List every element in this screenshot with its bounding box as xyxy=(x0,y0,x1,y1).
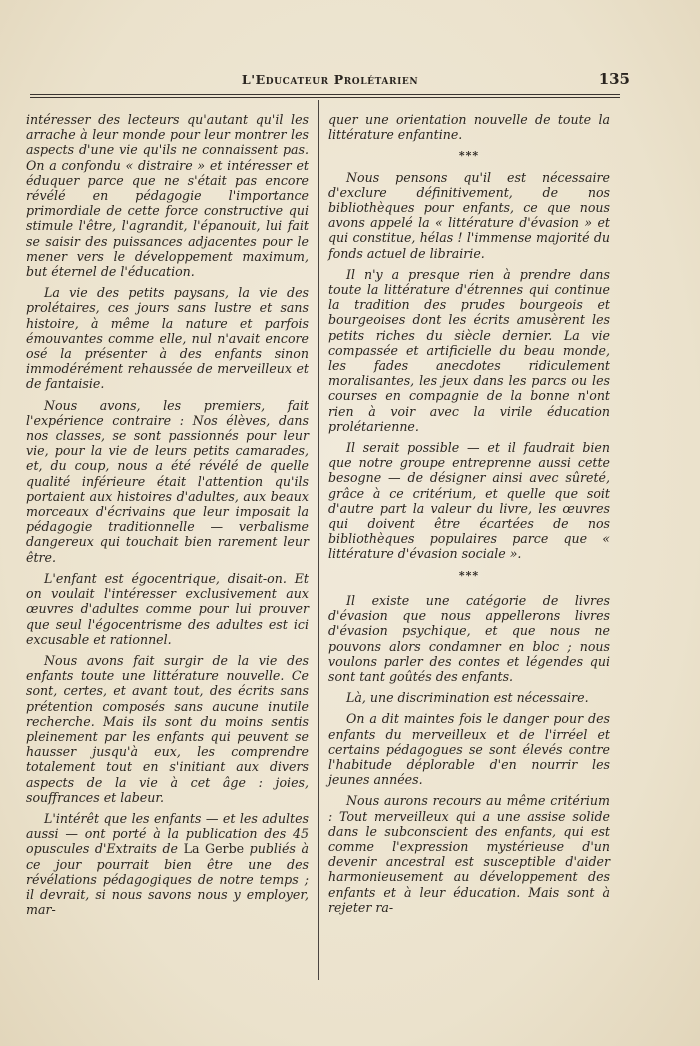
paragraph xyxy=(26,811,309,917)
header-rule-thin xyxy=(30,97,620,98)
paragraph: Nous avons, les premiers, fait l'expérience contraire : Nos élèves, dans nos classes, se sont passionnés pour leur vie, pour la vie de leurs petits camarades, et, du coup, nous a été révélé de quelle qualité inférieure était l'attention qu'ils portaient aux histoires d'adultes, aux beaux morceaux d'écrivains que leur imposait la pédagogie traditionnelle — verbalisme dangereux qui touchait bien rarement leur être. xyxy=(26,397,309,565)
paragraph: L'enfant est égocentrique, disait-on. Et on voulait l'intéresser exclusivement aux œuvres d'adultes comme pour lui prouver que seul l'égocentrisme des adultes est ici excusable et rationnel. xyxy=(26,570,309,647)
paragraph: Là, une discrimination est nécessaire. xyxy=(346,690,589,706)
paragraph-text: publiés à ce jour pourrait bien être une des révélations pédagogiques de notre temps ; il devrait, si nous savons nous y employer, mar- xyxy=(26,841,309,918)
right-column xyxy=(328,112,610,921)
paragraph: Il existe une catégorie de livres d'évasion que nous appellerons livres d'évasion psychique, et que nous ne pouvons alors condamner en bloc ; nous voulons parler des contes et légendes qui sont tant goûtés des enfants. xyxy=(328,592,610,684)
section-separator: *** xyxy=(458,568,480,582)
running-title: L'Educateur Prolétarien xyxy=(241,72,419,87)
book-title: La Gerbe xyxy=(183,841,245,857)
header-rule xyxy=(30,94,620,95)
paragraph: Nous avons fait surgir de la vie des enfants toute une littérature nouvelle. Ce sont, certes, et avant tout, des écrits sans prétention composés sans aucune inutile recherche. Mais ils sont du moins sentis pleinement par les enfants qui peuvent se hausser jusqu'à eux, les comprendre totalement tout en s'initiant aux divers aspects de la vie à cet âge : joies, souffrances et labeur. xyxy=(26,652,309,805)
paragraph: Nous pensons qu'il est nécessaire d'exclure définitivement, de nos bibliothèques pour enfants, ce que nous avons appelé la « littérature d'évasion » et qui constitue, hélas ! l'immense majorité du fonds actuel de librairie. xyxy=(328,169,610,261)
paragraph: intéresser des lecteurs qu'autant qu'il les arrache à leur monde pour leur montrer les aspects d'une vie qu'ils ne connaissent pas. On a confondu « distraire » et intéresser et éduquer parce que ne s'était pas encore révélé en pédagogie l'importance primordiale de cette force constructive qui stimule l'être, l'agrandit, l'épanouit, lui fait se saisir des puissances adjacentes pour le mener vers le développement maximum, but éternel de l'éducation. xyxy=(26,112,309,280)
section-separator: *** xyxy=(458,149,480,163)
left-column xyxy=(26,112,309,923)
paragraph: Il n'y a presque rien à prendre dans toute la littérature d'étrennes qui continue la tradition des prudes bourgeois et bourgeoises dont les écrits amusèrent les petits riches du siècle dernier. La vie compassée et artificielle du beau monde, les fades anecdotes ridiculement moralisantes, les jeux dans les parcs ou les courses en compagnie de la bonne n'ont rien à voir avec la virile éducation prolétarienne. xyxy=(328,266,610,434)
paragraph: Il serait possible — et il faudrait bien que notre groupe entreprenne aussi cette besogne — de désigner ainsi avec sûreté, grâce à ce critérium, et quelle que soit d'autre part la valeur du livre, les œuvres qui doivent être écartées de nos bibliothèques populaires parce que « littérature d'évasion sociale ». xyxy=(328,440,610,562)
page-header xyxy=(30,70,630,92)
paragraph-text: L'intérêt que les enfants — et les adultes aussi — ont porté à la publication des 45 opuscules d'Extraits de xyxy=(26,810,309,857)
page-number: 135 xyxy=(598,70,630,88)
paragraph: La vie des petits paysans, la vie des prolétaires, ces jours sans lustre et sans histoire, à même la nature et parfois émouvantes comme elle, nul n'avait encore osé la présenter à des enfants sinon immodérément rehaussée de merveilleux et de fantaisie. xyxy=(26,285,309,392)
column-divider xyxy=(318,100,319,980)
paragraph: On a dit maintes fois le danger pour des enfants du merveilleux et de l'irréel et certains pédagogues se sont élevés contre l'habitude déplorable d'en nourrir les jeunes années. xyxy=(328,711,610,788)
paragraph: Nous aurons recours au même critérium : Tout merveilleux qui a une assise solide dans le subconscient des enfants, qui est comme l'expression mystérieuse d'un devenir ancestral est susceptible d'aider harmonieusement au développement des enfants et à leur éducation. Mais sont à rejeter ra- xyxy=(328,793,610,915)
paragraph: quer une orientation nouvelle de toute la littérature enfantine. xyxy=(328,112,610,143)
